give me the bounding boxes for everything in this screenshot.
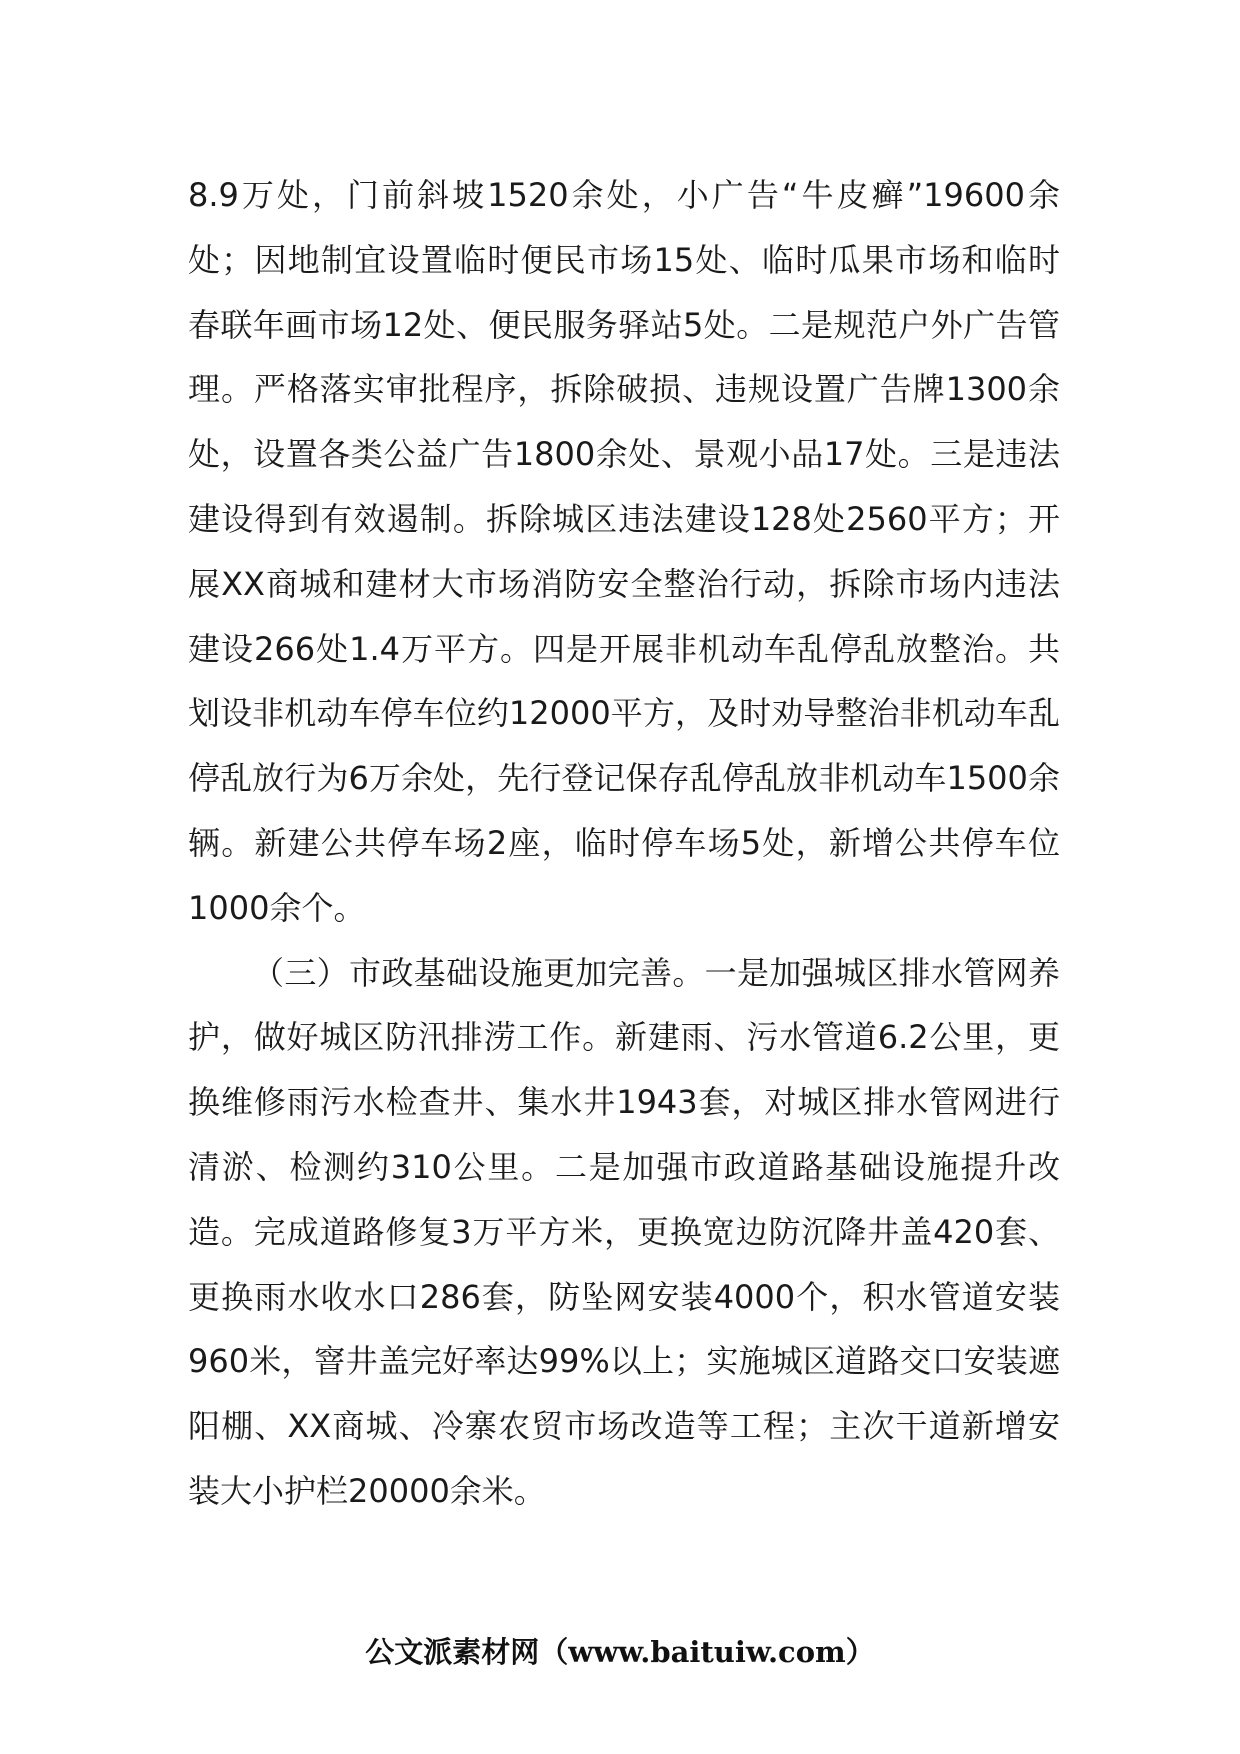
footer-watermark: 公文派素材网（www.baituiw.com） (365, 1635, 875, 1669)
paragraph-2: （三）市政基础设施更加完善。一是加强城区排水管网养护，做好城区防汛排涝工作。新建雨、污水管道6.2公里，更换维修雨污水检查井、集水井1943套，对城区排水管网进行清淤、检测约310公里。二是加强市政道路基础设施提升改造。完成道路修复3万平方米，更换宽边防沉降井盖420套、更换雨水收水口286套，防坠网安装4000个，积水管道安装960米，窨井盖完好率达99%以上；实施城区道路交口安装遮阳棚、XX商城、冷寨农贸市场改造等工程；主次干道新增安装大小护栏20000余米。 (188, 953, 1060, 1510)
paragraph-1: 8.9万处，门前斜坡1520余处，小广告“牛皮癣”19600余处；因地制宜设置临时便民市场15处、临时瓜果市场和临时春联年画市场12处、便民服务驿站5处。二是规范户外广告管理。严格落实审批程序，拆除破损、违规设置广告牌1300余处，设置各类公益广告1800余处、景观小品17处。三是违法建设得到有效遏制。拆除城区违法建设128处2560平方；开展XX商城和建材大市场消防安全整治行动，拆除市场内违法建设266处1.4万平方。四是开展非机动车乱停乱放整治。共划设非机动车停车位约12000平方，及时劝导整治非机动车乱停乱放行为6万余处，先行登记保存乱停乱放非机动车1500余辆。新建公共停车场2座，临时停车场5处，新增公共停车位1000余个。 (188, 176, 1060, 927)
document-body (188, 163, 1060, 1524)
